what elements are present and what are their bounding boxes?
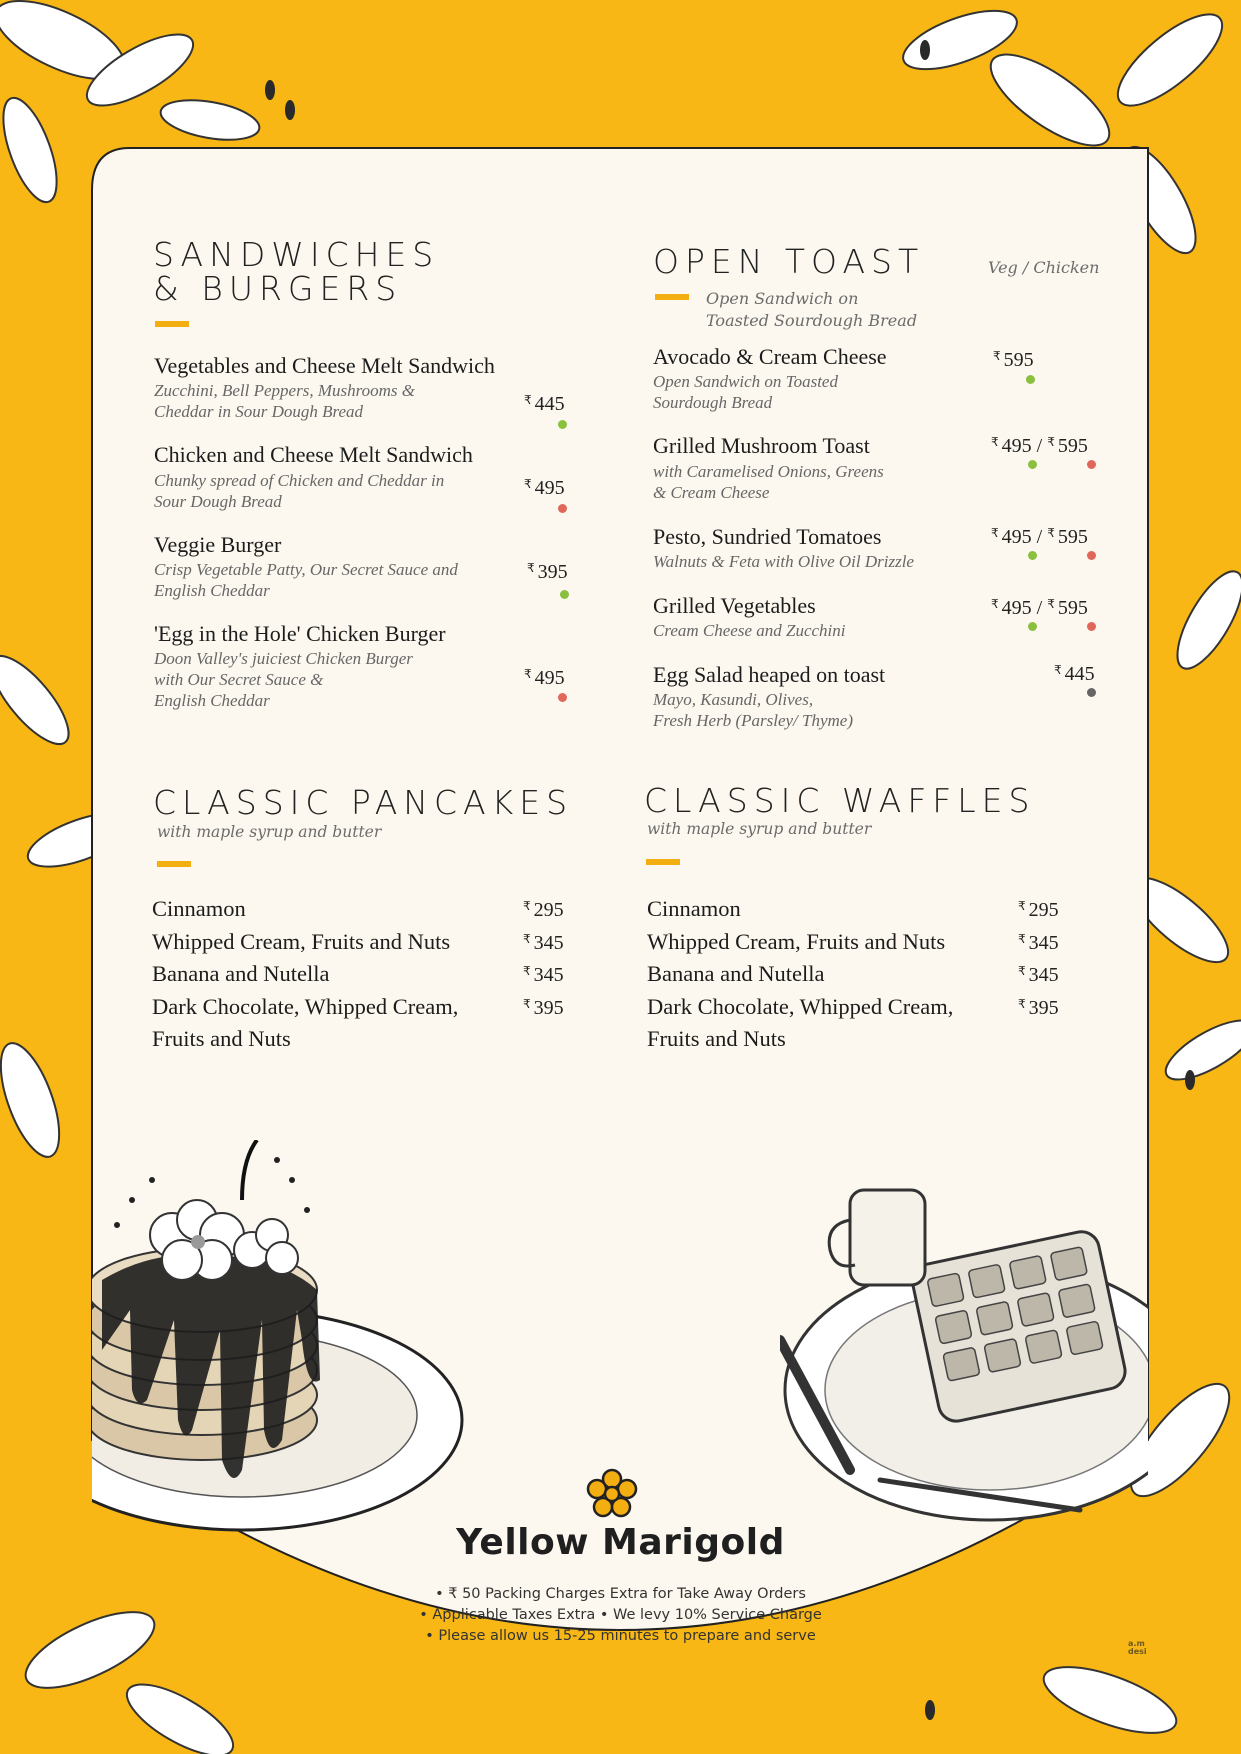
menu-item-description: Zucchini, Bell Peppers, Mushrooms & Cheddar in Sour Dough Bread	[154, 381, 415, 421]
brand-name: Yellow Marigold	[456, 1522, 785, 1563]
menu-item-price: ₹ 495	[524, 477, 565, 499]
open-toast-subtitle: Open Sandwich on Toasted Sourdough Bread	[706, 289, 918, 330]
menu-item-name: Grilled Vegetables	[653, 593, 816, 618]
menu-item-name-continued: Fruits and Nuts	[647, 1026, 786, 1051]
sandwiches-title-line2: & BURGERS	[153, 269, 403, 308]
menu-item-name: Dark Chocolate, Whipped Cream,	[647, 994, 954, 1019]
title-accent-bar	[655, 294, 689, 300]
marigold-flower-icon	[586, 1468, 638, 1520]
menu-item-price: ₹ 395	[1018, 997, 1059, 1019]
menu-item-name: Banana and Nutella	[152, 961, 330, 986]
nonveg-indicator-dot	[1087, 460, 1096, 469]
sandwiches-title	[153, 235, 440, 308]
menu-item-description: Crisp Vegetable Patty, Our Secret Sauce and English Cheddar	[154, 560, 458, 600]
waffles-subtitle: with maple syrup and butter	[647, 820, 872, 838]
title-accent-bar	[646, 859, 680, 865]
footer-note: • Please allow us 15-25 minutes to prepare and serve	[425, 1628, 816, 1644]
waffles-title: CLASSIC WAFFLES	[644, 781, 1036, 820]
designer-mark: a.m desi	[1128, 1639, 1147, 1656]
nonveg-indicator-dot	[1087, 551, 1096, 560]
menu-item-name: Veggie Burger	[154, 532, 282, 557]
menu-item-price: ₹ 495 / ₹ 595	[991, 435, 1088, 457]
menu-item-price: ₹ 495	[524, 667, 565, 689]
title-accent-bar	[157, 861, 191, 867]
menu-item-description: Cream Cheese and Zucchini	[653, 621, 846, 640]
title-accent-bar	[155, 321, 189, 327]
open-toast-title: OPEN TOAST	[653, 242, 925, 281]
menu-item-price: ₹ 345	[523, 932, 564, 954]
menu-item-price: ₹ 395	[523, 997, 564, 1019]
veg-indicator-dot	[1028, 460, 1037, 469]
menu-item-name: Whipped Cream, Fruits and Nuts	[647, 929, 946, 954]
menu-item-name: Avocado & Cream Cheese	[653, 344, 887, 369]
nonveg-indicator-dot	[558, 693, 567, 702]
pancakes-subtitle: with maple syrup and butter	[157, 823, 382, 841]
menu-item-description: with Caramelised Onions, Greens & Cream Cheese	[653, 462, 884, 502]
menu-item-price: ₹ 295	[1018, 899, 1059, 921]
menu-item-name-continued: Fruits and Nuts	[152, 1026, 291, 1051]
veg-indicator-dot	[1028, 551, 1037, 560]
waffle-plate-illustration	[780, 1140, 1148, 1540]
menu-item-name: Whipped Cream, Fruits and Nuts	[152, 929, 451, 954]
menu-item-description: Mayo, Kasundi, Olives, Fresh Herb (Parsley/ Thyme)	[653, 690, 854, 730]
veg-chicken-label: Veg / Chicken	[988, 258, 1100, 277]
veg-indicator-dot	[560, 590, 569, 599]
menu-item-name: Dark Chocolate, Whipped Cream,	[152, 994, 459, 1019]
menu-item-price: ₹ 345	[1018, 932, 1059, 954]
veg-indicator-dot	[558, 420, 567, 429]
menu-item-name: Cinnamon	[152, 896, 246, 921]
menu-item-name: 'Egg in the Hole' Chicken Burger	[154, 621, 446, 646]
menu-item-price: ₹ 595	[993, 349, 1034, 371]
pancake-stack-illustration	[92, 1140, 472, 1560]
sandwiches-title-line1: SANDWICHES	[153, 235, 440, 274]
menu-item-name: Grilled Mushroom Toast	[653, 433, 870, 458]
menu-item-price: ₹ 495 / ₹ 595	[991, 597, 1088, 619]
veg-indicator-dot	[1028, 622, 1037, 631]
menu-item-description: Doon Valley's juiciest Chicken Burger with Our Secret Sauce & English Cheddar	[154, 649, 413, 710]
menu-item-price: ₹ 345	[1018, 964, 1059, 986]
menu-item-name: Chicken and Cheese Melt Sandwich	[154, 442, 473, 467]
menu-item-description: Open Sandwich on Toasted Sourdough Bread	[653, 372, 838, 412]
egg-indicator-dot	[1087, 688, 1096, 697]
menu-item-price: ₹ 395	[527, 561, 568, 583]
menu-item-description: Chunky spread of Chicken and Cheddar in Sour Dough Bread	[154, 471, 445, 511]
veg-indicator-dot	[1026, 375, 1035, 384]
menu-item-price: ₹ 445	[524, 393, 565, 415]
menu-item-description: Walnuts & Feta with Olive Oil Drizzle	[653, 552, 914, 571]
menu-item-name: Cinnamon	[647, 896, 741, 921]
footer-note: • ₹ 50 Packing Charges Extra for Take Away Orders	[435, 1586, 806, 1602]
footer-note: • Applicable Taxes Extra • We levy 10% Service Charge	[419, 1607, 822, 1623]
menu-item-price: ₹ 345	[523, 964, 564, 986]
menu-item-name: Egg Salad heaped on toast	[653, 662, 886, 687]
pancakes-title: CLASSIC PANCAKES	[153, 783, 574, 822]
nonveg-indicator-dot	[1087, 622, 1096, 631]
menu-item-price: ₹ 445	[1054, 663, 1095, 685]
menu-item-price: ₹ 295	[523, 899, 564, 921]
menu-item-name: Pesto, Sundried Tomatoes	[653, 524, 882, 549]
nonveg-indicator-dot	[558, 504, 567, 513]
menu-item-price: ₹ 495 / ₹ 595	[991, 526, 1088, 548]
menu-item-name: Vegetables and Cheese Melt Sandwich	[154, 353, 495, 378]
menu-item-name: Banana and Nutella	[647, 961, 825, 986]
